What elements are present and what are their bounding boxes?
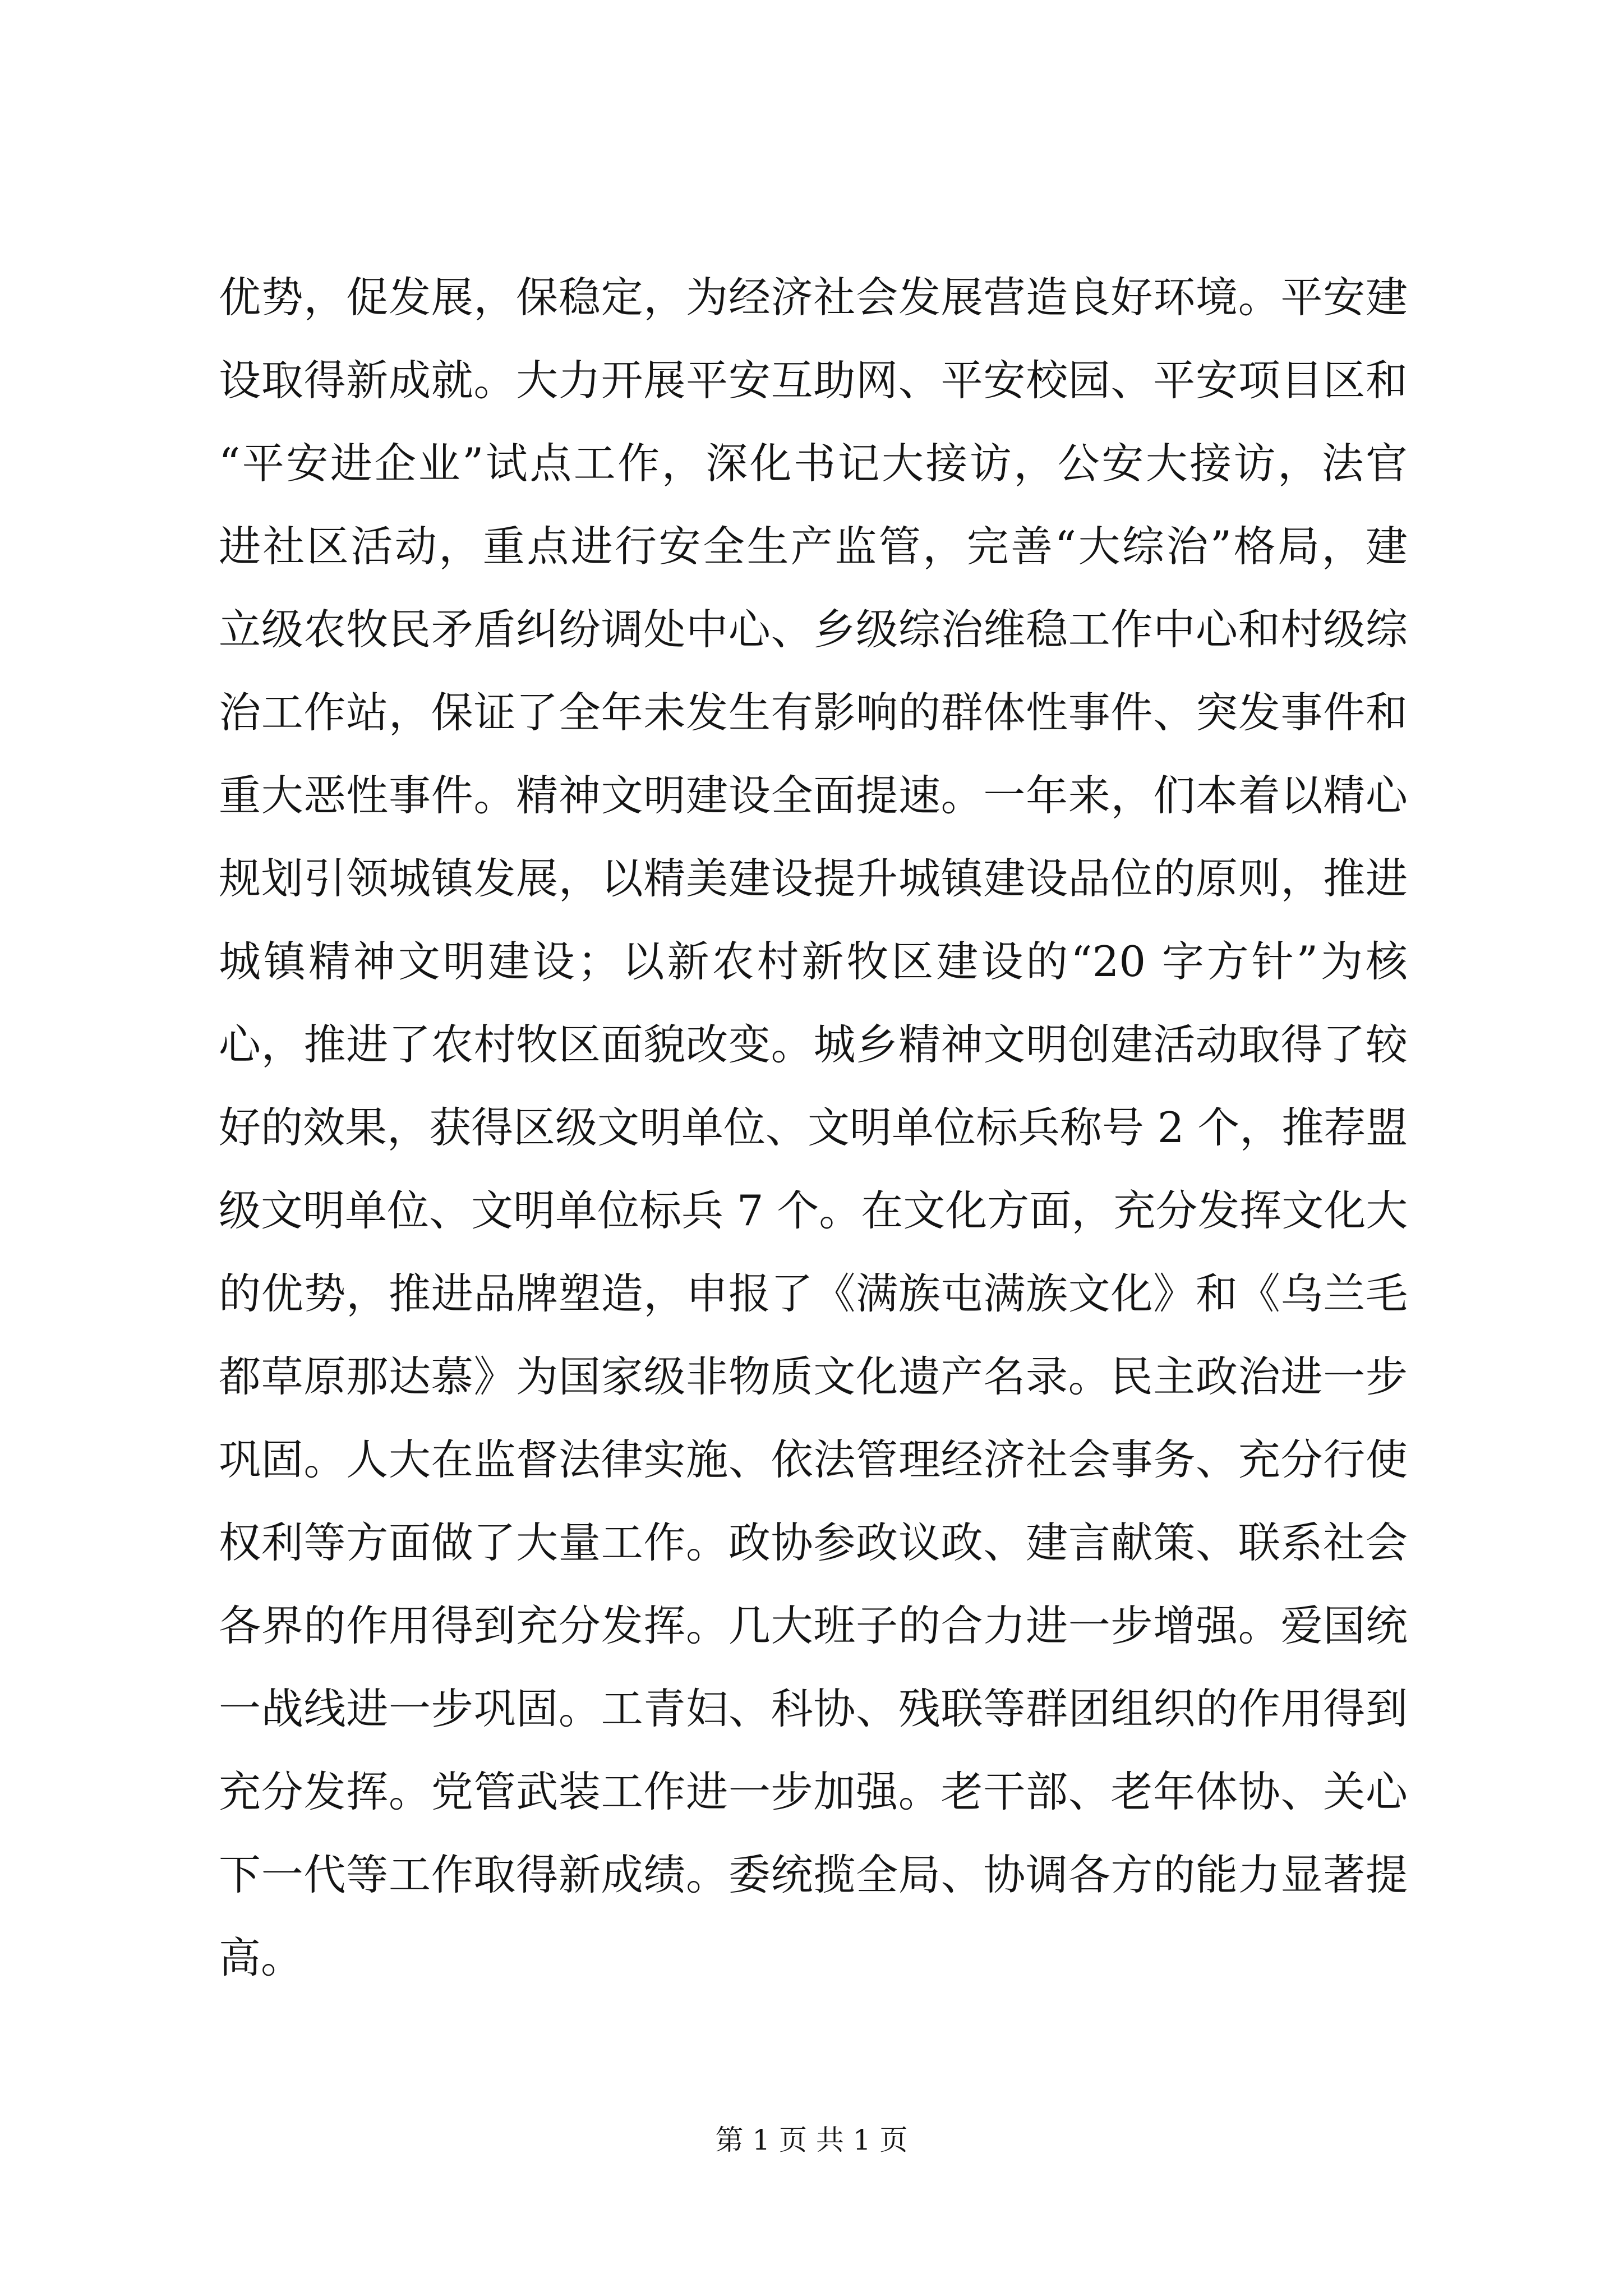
text-line: 治工作站，保证了全年未发生有影响的群体性事件、突发事件和 — [219, 688, 1408, 737]
text-line: 高。 — [219, 1933, 303, 1982]
text-line: 重大恶性事件。精神文明建设全面提速。一年来，们本着以精心 — [219, 771, 1408, 820]
text-line: 巩固。人大在监督法律实施、依法管理经济社会事务、充分行使 — [219, 1435, 1408, 1484]
text-line: 优势，促发展，保稳定，为经济社会发展营造良好环境。平安建 — [219, 273, 1408, 322]
text-line: 规划引领城镇发展，以精美建设提升城镇建设品位的原则，推进 — [219, 854, 1408, 903]
body-text — [219, 256, 1408, 1999]
text-line: 进社区活动，重点进行安全生产监管，完善“大综治”格局，建 — [219, 522, 1408, 571]
page-number-footer: 第 1 页 共 1 页 — [715, 2124, 908, 2156]
text-line: 级文明单位、文明单位标兵 7 个。在文化方面，充分发挥文化大 — [219, 1186, 1408, 1235]
text-line: 下一代等工作取得新成绩。委统揽全局、协调各方的能力显著提 — [219, 1850, 1408, 1899]
text-line: 好的效果，获得区级文明单位、文明单位标兵称号 2 个，推荐盟 — [219, 1103, 1408, 1152]
text-line: 设取得新成就。大力开展平安互助网、平安校园、平安项目区和 — [219, 356, 1408, 405]
text-line: 充分发挥。党管武装工作进一步加强。老干部、老年体协、关心 — [219, 1767, 1408, 1816]
text-line: 的优势，推进品牌塑造，申报了《满族屯满族文化》和《乌兰毛 — [219, 1269, 1408, 1318]
text-line: “平安进企业”试点工作，深化书记大接访，公安大接访，法官 — [219, 439, 1408, 488]
text-line: 立级农牧民矛盾纠纷调处中心、乡级综治维稳工作中心和村级综 — [219, 605, 1408, 654]
text-line: 各界的作用得到充分发挥。几大班子的合力进一步增强。爱国统 — [219, 1601, 1408, 1650]
text-line: 城镇精神文明建设；以新农村新牧区建设的“20 字方针”为核 — [219, 937, 1408, 986]
text-line: 权利等方面做了大量工作。政协参政议政、建言献策、联系社会 — [219, 1518, 1408, 1567]
text-line: 一战线进一步巩固。工青妇、科协、残联等群团组织的作用得到 — [219, 1684, 1408, 1733]
text-line: 都草原那达慕》为国家级非物质文化遗产名录。民主政治进一步 — [219, 1352, 1408, 1401]
text-line: 心，推进了农村牧区面貌改变。城乡精神文明创建活动取得了较 — [219, 1020, 1408, 1069]
